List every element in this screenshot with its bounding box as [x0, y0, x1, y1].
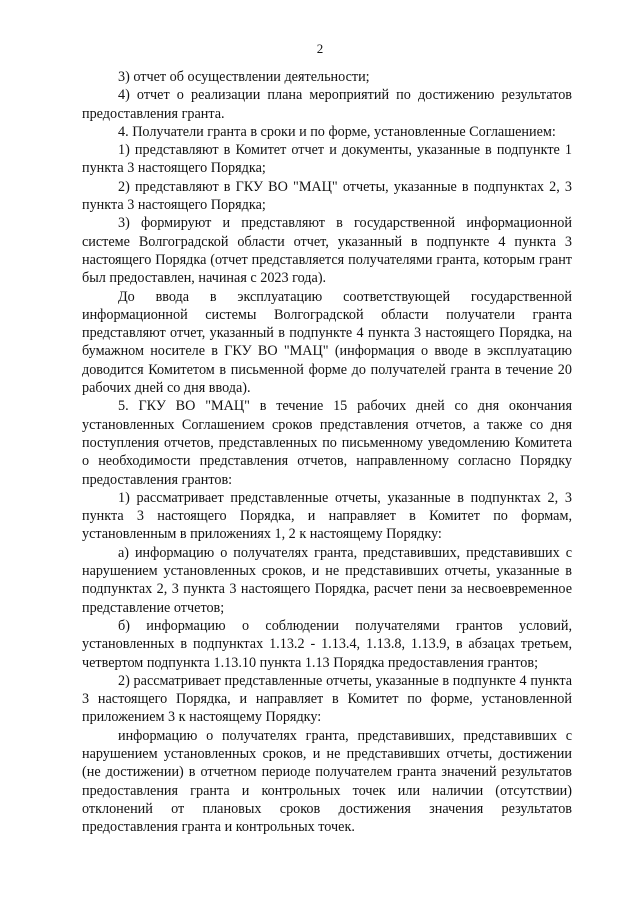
paragraph: 4. Получатели гранта в сроки и по форме, установленные Соглашением: [118, 123, 556, 140]
paragraph: а) информацию о получателях гранта, представивших, представивших с нарушением установленных сроков, и не представивших отчеты, указанные в подпунктах 2, 3 пункта 3 настоящего Порядка, расчет пени за несвоевременное представление отчетов; [82, 544, 572, 616]
paragraph: 5. ГКУ ВО "МАЦ" в течение 15 рабочих дней со дня окончания установленных Соглашением сроков представления отчетов, а также со дня поступления отчетов, представленных по письменному уведомлению Комитета о необходимости представления отчетов, направленному согласно Порядку предоставления грантов: [82, 398, 572, 488]
paragraph: 3) формируют и представляют в государственной информационной системе Волгоградской области отчет, указанный в подпункте 4 пункта 3 настоящего Порядка (отчет представляется получателями гранта, которым грант был предоставлен, начиная с 2023 года). [82, 215, 572, 287]
paragraph: 2) рассматривает представленные отчеты, указанные в подпункте 4 пункта 3 настоящего Порядка, и направляет в Комитет по форме, установленной приложением 3 к настоящему Порядку: [82, 672, 572, 726]
paragraph: 1) рассматривает представленные отчеты, указанные в подпунктах 2, 3 пункта 3 настоящего Порядка, и направляет в Комитет по формам, установленным в приложениях 1, 2 к настоящему Порядку: [82, 489, 572, 543]
paragraph: 2) представляют в ГКУ ВО "МАЦ" отчеты, указанные в подпунктах 2, 3 пункта 3 настоящего Порядка; [82, 178, 572, 214]
paragraph: б) информацию о соблюдении получателями грантов условий, установленных в подпунктах 1.13.2 - 1.13.4, 1.13.8, 1.13.9, в абзацах третьем, четвертом подпункта 1.13.10 пункта 1.13 Порядка предоставления грантов; [82, 617, 572, 671]
paragraph: До ввода в эксплуатацию соответствующей государственной информационной системы Волгоградской области получатели гранта представляют отчет, указанный в подпункте 4 пункта 3 настоящего Порядка, на бумажном носителе в ГКУ ВО "МАЦ" (информация о вводе в эксплуатацию доводится Комитетом в письменной форме до получателей гранта в течение 20 рабочих дней со дня ввода). [82, 288, 572, 397]
page-number: 2 [316, 41, 324, 56]
paragraph: 4) отчет о реализации плана мероприятий по достижению результатов предоставления гранта. [82, 87, 572, 122]
document-body [82, 68, 572, 836]
paragraph: информацию о получателях гранта, представивших, представивших с нарушением установленных сроков, и не представивших отчеты, достижении (не достижении) в отчетном периоде получателем гранта значений результатов предоставления гранта и контрольных точек или наличии (отсутствии) отклонений от плановых сроков достижения значения результатов предоставления гранта и контрольных точек. [82, 727, 572, 836]
paragraph: 3) отчет об осуществлении деятельности; [118, 69, 370, 85]
paragraph: 1) представляют в Комитет отчет и документы, указанные в подпункте 1 пункта 3 настоящего Порядка; [82, 142, 572, 177]
